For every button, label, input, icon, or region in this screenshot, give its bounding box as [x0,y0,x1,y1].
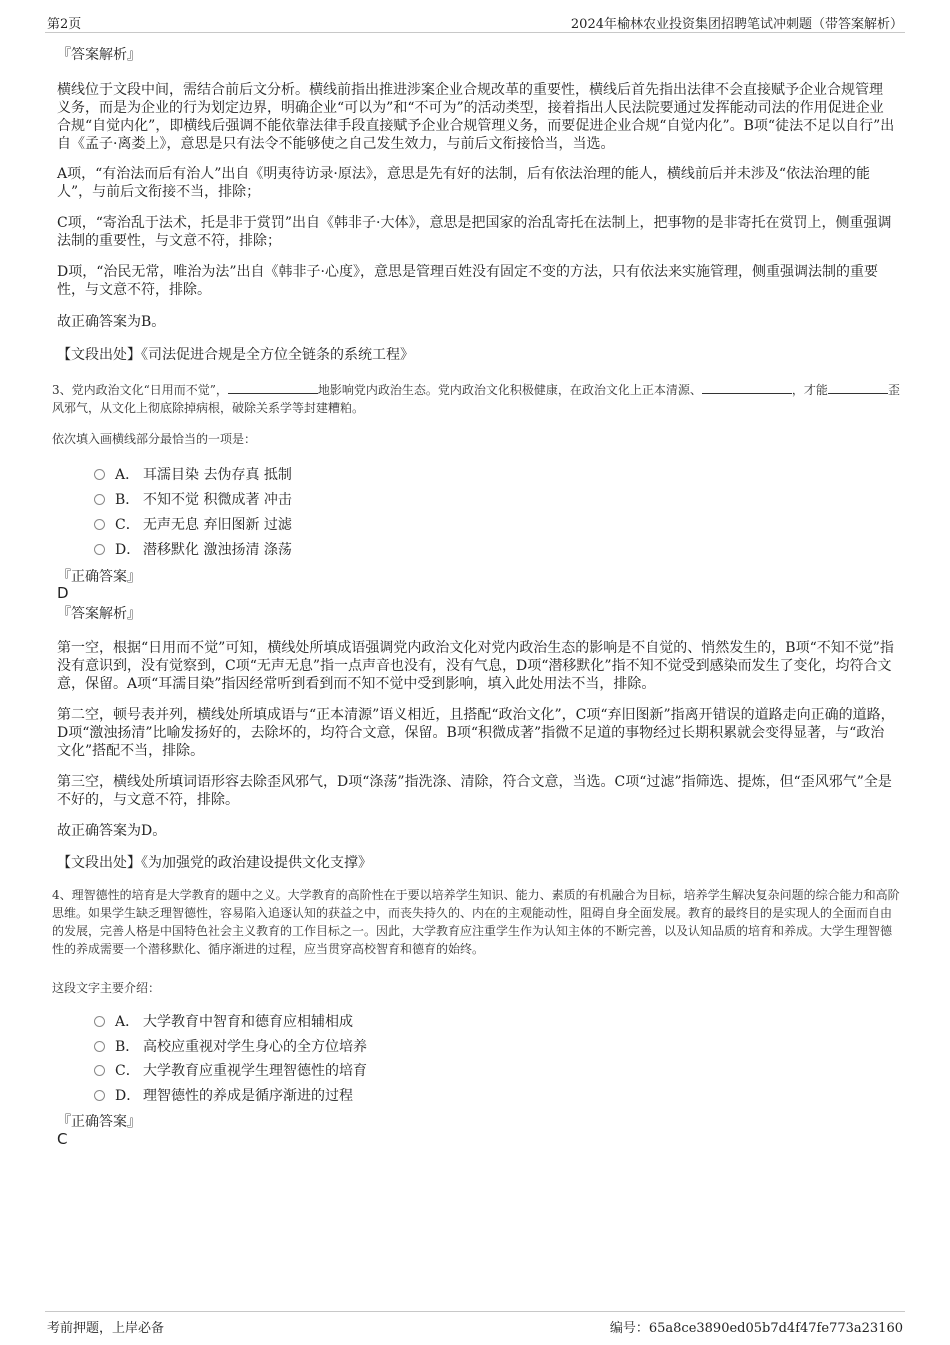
q3-blank-2 [702,381,792,394]
option-text: 大学教育中智育和德育应相辅相成 [143,1014,353,1030]
option-text: 不知不觉 积微成著 冲击 [143,492,292,508]
radio-icon[interactable] [94,494,105,505]
option-letter: A． [115,467,140,483]
q3-blank-1 [228,381,318,394]
q4-answer-label: 『正确答案』 [57,1114,141,1130]
option-letter: C． [115,517,140,533]
q4-option-a[interactable] [94,1013,353,1031]
q3-answer: D [57,584,69,602]
option-letter: C． [115,1063,140,1079]
q3-prompt: 依次填入画横线部分最恰当的一项是： [52,432,257,446]
q2-analysis-paragraph-2: A项，“有治法而后有治人”出自《明夷待访录·原法》，意思是先有好的法制，后有依法治理的能人，横线前后并未涉及“依法治理的能人”，与前后文衔接不当，排除； [57,166,871,200]
option-text: 大学教育应重视学生理智德性的培育 [143,1063,367,1079]
radio-icon[interactable] [94,1016,105,1027]
option-text: 耳濡目染 去伪存真 抵制 [143,467,292,483]
q3-stem-part-4: 歪风邪气，从文化上彻底除掉病根，破除关系学等封建糟粕。 [52,383,900,415]
q2-conclusion: 故正确答案为B。 [57,314,166,330]
radio-icon[interactable] [94,1041,105,1052]
q3-source: 【文段出处】《为加强党的政治建设提供文化支撑》 [57,855,372,871]
q3-stem [52,381,900,417]
page-footer [45,1311,905,1338]
option-letter: D． [115,1088,141,1104]
radio-icon[interactable] [94,519,105,530]
q2-analysis-paragraph-1: 横线位于文段中间，需结合前后文分析。横线前指出推进涉案企业合规改革的重要性，横线后首先指出法律不会直接赋予企业合规管理义务，而是为企业的行为划定边界，明确企业“可以为”和“不可为”的活动类型，接着指出人民法院要通过发挥能动司法的作用促进企业合规“自觉内化”，即横线后强调不能依靠法律手段直接赋予企业合规管理义务，而要促进企业合规“自觉内化”。B项“徒法不足以自行”出自《孟子·离娄上》，意思是只有法令不能够使之自己发生效力，与前后文衔接恰当，当选。 [57,82,895,152]
q3-option-d[interactable] [94,541,292,559]
option-letter: A． [115,1014,140,1030]
q3-stem-part-3: ，才能 [791,383,828,397]
page-header [45,10,905,33]
document-title: 2024年榆林农业投资集团招聘笔试冲刺题（带答案解析） [570,17,903,32]
q3-analysis-paragraph-1: 第一空，根据“日用而不觉”可知，横线处所填成语强调党内政治文化对党内政治生态的影响是不自觉的、悄然发生的，B项“不知不觉”指没有意识到，没有觉察到，C项“无声无息”指一点声音也没有，没有气息，D项“潜移默化”指不知不觉受到感染而发生了变化，均符合文意，保留。A项“耳濡目染”指因经常听到看到而不知不觉中受到影响，填入此处用法不当，排除。 [57,640,894,692]
q4-option-d[interactable] [94,1087,353,1105]
q4-answer: C [57,1130,68,1148]
option-letter: B． [115,1039,140,1055]
radio-icon[interactable] [94,469,105,480]
q4-stem: 4、理智德性的培育是大学教育的题中之义。大学教育的高阶性在于要以培养学生知识、能力、素质的有机融合为目标，培养学生解决复杂问题的综合能力和高阶思维。如果学生缺乏理智德性，容易陷入追逐认知的获益之中，而丧失持久的、内在的主观能动性，阻碍自身全面发展。教育的最终目的是实现人的全面而自由的发展，完善人格是中国特色社会主义教育的工作目标之一。因此，大学教育应注重学生作为认知主体的不断完善，以及认知品质的培育和养成。大学生理智德性的养成需要一个潜移默化、循序渐进的过程，应当贯穿高校智育和德育的始终。 [52,888,900,956]
option-text: 高校应重视对学生身心的全方位培养 [143,1039,367,1055]
radio-icon[interactable] [94,544,105,555]
q3-analysis-paragraph-2: 第二空，顿号表并列，横线处所填成语与“正本清源”语义相近，且搭配“政治文化”，C项“弃旧图新”指离开错误的道路走向正确的道路，D项“激浊扬清”比喻发扬好的，去除坏的，均符合文意，保留。B项“积微成著”指微不足道的事物经过长期积累就会变得显著，与“政治文化”搭配不当，排除。 [57,707,895,759]
q3-answer-label: 『正确答案』 [57,569,141,585]
q4-prompt: 这段文字主要介绍： [52,981,161,995]
option-text: 潜移默化 激浊扬清 涤荡 [143,542,292,558]
option-letter: B． [115,492,140,508]
q3-stem-part-1: 3、党内政治文化“日用而不觉”， [52,383,228,397]
q3-option-b[interactable] [94,491,292,509]
q3-conclusion: 故正确答案为D。 [57,823,167,839]
footer-slogan: 考前押题，上岸必备 [47,1321,165,1336]
q3-analysis-paragraph-3: 第三空，横线处所填词语形容去除歪风邪气，D项“涤荡”指洗涤、清除，符合文意，当选。C项“过滤”指筛选、提炼，但“歪风邪气”全是不好的，与文意不符，排除。 [57,774,892,808]
q3-stem-part-2: 地影响党内政治生态。党内政治文化积极健康，在政治文化上正本清源、 [317,383,702,397]
q2-analysis-paragraph-4: D项，“治民无常，唯治为法”出自《韩非子·心度》，意思是管理百姓没有固定不变的方法，只有依法来实施管理，侧重强调法制的重要性，与文意不符，排除。 [57,264,878,298]
document-id: 编号：65a8ce3890ed05b7d4f47fe773a23160 [609,1321,903,1336]
q3-analysis-label: 『答案解析』 [57,606,141,622]
radio-icon[interactable] [94,1090,105,1101]
q4-option-b[interactable] [94,1038,367,1056]
q3-option-c[interactable] [94,516,292,534]
q3-option-a[interactable] [94,466,292,484]
q3-blank-3 [828,381,888,394]
option-text: 理智德性的养成是循序渐进的过程 [143,1088,353,1104]
option-text: 无声无息 弃旧图新 过滤 [143,517,292,533]
radio-icon[interactable] [94,1065,105,1076]
q2-analysis-label: 『答案解析』 [57,47,141,63]
q4-option-c[interactable] [94,1062,367,1080]
q2-analysis-paragraph-3: C项，“寄治乱于法术，托是非于赏罚”出自《韩非子·大体》，意思是把国家的治乱寄托在法制上，把事物的是非寄托在赏罚上，侧重强调法制的重要性，与文意不符，排除； [57,215,892,249]
q2-source: 【文段出处】《司法促进合规是全方位全链条的系统工程》 [57,347,414,363]
option-letter: D． [115,542,141,558]
page-number: 第2页 [47,17,82,32]
